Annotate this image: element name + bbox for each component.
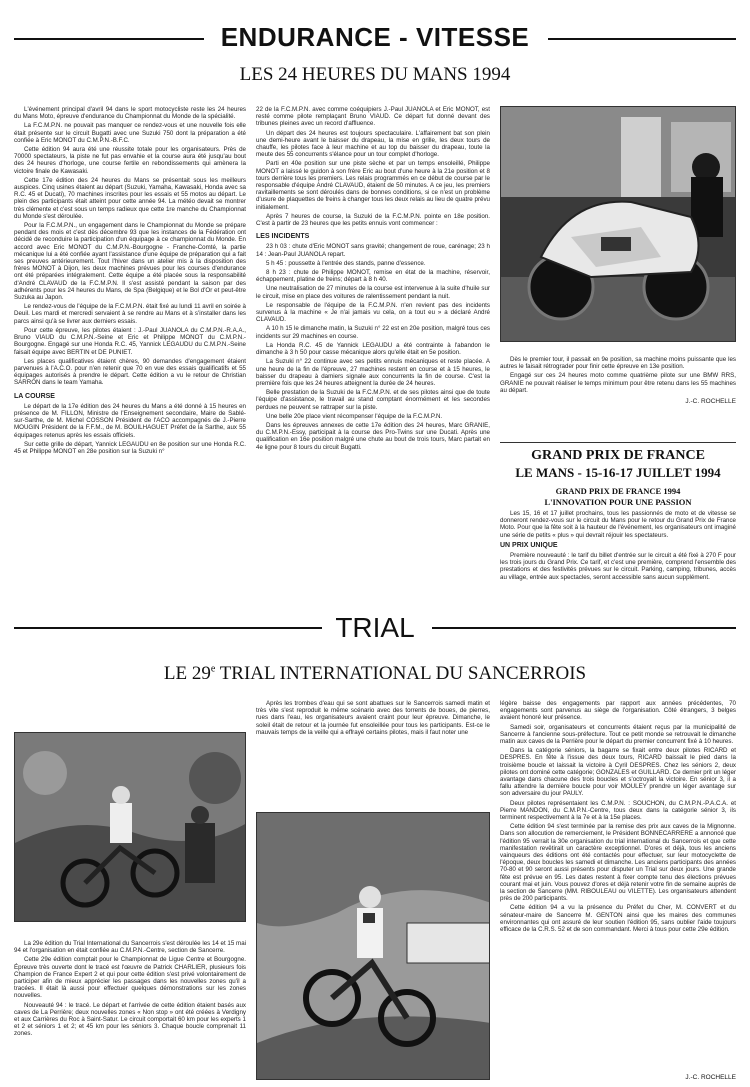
article-paragraph: Une belle 20e place vient récompenser l'équipe de la F.C.M.P.N. [266,412,443,420]
trial-column-1 [14,940,246,1080]
motorcycle-illustration [501,107,736,342]
article-paragraph: Le rendez-vous de l'équipe de la F.C.M.P.N. était fixé au lundi 11 avril en soirée à Deuil. Les mardi et mercredi servaient à se rendre au Mans et à s'installer dans les parcs ainsi qu'à se livrer aux derniers essais. [14,303,246,325]
article-paragraph: Dès le premier tour, il passait en 9e position, sa machine moins puissante que les autres le faisait rétrograder pour finir cette épreuve en 13e position. [500,356,736,371]
article-paragraph: Dans les épreuves annexes de cette 17e édition des 24 heures, Marc GRANIE, du C.M.P.N.-Essy, participait à la course des Pro-Twins sur une Ducati. Après une qualification en 16e position malgré une chute au bout de trois tours, Marc partait en 4e ligne pour 8 tours du circuit Bugatti. [256,421,490,451]
article-paragraph: Pour cette épreuve, les pilotes étaient : J.-Paul JUANOLA du C.M.P.N.-R.A.A., Bruno VIAUD du C.M.P.N.-Seine et Eric et Philippe MONOT du C.M.P.N.-Bourgogne. Engagé sur une Honda R.C. 45, Yannick LEGAUDU du C.M.P.N.-Seine faisait équipe avec BERTIN et DE PUNIET. [14,326,246,356]
endurance-subtitle: LES 24 HEURES DU MANS 1994 [239,64,511,85]
article-paragraph: La Honda R.C. 45 de Yannick LEGAUDU a été contrainte à l'abandon le dimanche à 3 h 50 pour casse mécanique alors qu'elle était en 5e position. [256,341,490,357]
article-paragraph: Après les trombes d'eau qui se sont abattues sur le Sancerrois samedi matin et très vite s'est reproduit le même scénario avec des torrents de boues, de pierres, rues dans l'eau, les organisateurs avaient craint pour leur épreuve. Dimanche, le soleil était de retour et la journée fut ensoleillée pour tous les participants. Est-ce le mauvais temps de la veille qui a effrayé certains pilotes, mais il faut noter une [256,700,490,736]
article-paragraph: 8 h 23 : chute de Philippe MONOT, remise en état de la machine, réservoir, échappement, platine de freins; départ à 8 h 40. [256,269,490,284]
section-heading-prix-unique: UN PRIX UNIQUE [500,541,558,549]
article-paragraph: Cette 29e édition comptait pour le Championnat de Ligue Centre et Bourgogne. Épreuve très ouverte dont le tracé est l'œuvre de Patrick CHARLIER, plusieurs fois Champion de France Expert 2 et qui pour cette édition s'est privé volontairement de participer afin de mieux apprécier les passages dans les nouvelles zones qu'il a tracées. Il était là aussi pour effectuer quelques démonstrations sur les zones nouvelles. [14,956,246,1000]
article-paragraph: Deux pilotes représentaient les C.M.P.N. : SOUCHON, du C.M.P.N.-P.A.C.A. et Pierre MANDON, du C.M.P.N.-Centre, tous deux dans la catégorie sénior 3, ils terminent respectivement à la 7e et à la 15e places. [500,799,736,822]
article-paragraph: Un départ des 24 heures est toujours spectaculaire. L'affairement bat son plein une demi-heure avant le baisser du drapeau, la mise en grille, les deux tours de chauffe, les pilotes face à leur machine et au top du baisser du drapeau, toute la meute des 55 concurrents s'élance pour un tour complet d'horloge. [256,129,490,159]
article-paragraph: légère baisse des engagements par rapport aux années précédentes, 70 engagements sont parvenus au siège de l'organisation. Côté étrangers, 3 belges avaient honoré leur présence. [500,700,736,722]
article-paragraph: Dans la catégorie séniors, la bagarre se fixait entre deux pilotes RICARD et DESPRES. En fête à l'issue des deux tours, RICARD baissait le pied dans la troisième boucle et laissait la victoire à Cyril DESPRES. Chez les séniors 2, deux pilotes ont dominé cette catégorie; GONZALES et GUILLARD. Ce dernier prit un léger avantage dans chacune des trois boucles et s'octroyait la victoire. En sénior 3, il a fallu attendre la dernière boucle pour voir MOULEY prendre un léger avantage sur son adversaire du jour PAULY. [500,747,736,798]
trial-column-3 [500,700,736,1072]
endurance-column-2 [256,106,490,606]
gp-subtitle-line1: GRAND PRIX DE FRANCE 1994 [555,486,681,496]
article-paragraph: 23 h 03 : chute d'Eric MONOT sans gravité; changement de roue, carénage; 23 h 14 : Jean-Paul JUANOLA repart. [256,243,490,258]
article-paragraph: Le départ de la 17e édition des 24 heures du Mans a été donné à 15 heures en présence de M. FILLON, Ministre de l'Enseignement secondaire, Maire de Sablé-sur-Sarthe, de M. Michel COSSON Président de l'ACO accompagnés de J.-Pierre MOUGIN Président de la F.F.M., de M. BOUILHAGUET Préfet de la Sarthe, aux 55 équipages retenus après les essais officiels. [14,402,246,439]
trial-column-2 [256,700,490,810]
article-paragraph: Le responsable de l'équipe de la F.C.M.P.N. n'en revient pas des incidents survenus à la machine « Je n'ai jamais vu cela, on a tout eu » a déclaré André CLAVAUD. [256,301,490,324]
article-paragraph: La F.C.M.P.N. ne pouvait pas manquer ce rendez-vous et une nouvelle fois elle était présente sur le circuit Bugatti avec une Suzuki 750 dont la préparation a été confiée à Eric MONOT du C.M.P.N.-B.F.C. [14,122,246,144]
endurance-column-1 [14,106,246,586]
article-paragraph: Une neutralisation de 27 minutes de la course est intervenue à la suite d'huile sur le circuit, mise en place des voitures de ralentissement pendant la nuit. [256,285,490,300]
trial-subtitle-prefix: LE 29 [163,663,211,684]
article-paragraph: Cette édition 94 aura été une réussite totale pour les organisateurs. Près de 70000 spectateurs, la piste ne fut pas envahie et la course aura été jusqu'au bout des 24 heures d'horloge, une course fertile en rebondissements qui amènera la victoire finale de Kawasaki. [14,146,246,175]
trial-author-signature: J.-C. ROCHELLE [685,1074,736,1081]
gp-subtitle-line2: L'INNOVATION POUR UNE PASSION [544,497,692,507]
author-signature: J.-C. ROCHELLE [685,398,736,406]
gp-divider [500,442,736,443]
gp-title-line1: GRAND PRIX DE FRANCE [531,448,705,463]
article-paragraph: Cette édition 94 s'est terminée par la remise des prix aux caves de la Mignonne. Dans son allocution de remerciement, le Président BONNECARRERE a annoncé que l'édition 95 verrait la 30e organisation du trial international du Sancerrois et que cette manifestation revêtirait un caractère exceptionnel. D'ores et déjà, tous les anciens vainqueurs des éditions ont été contactés pour effectuer, sur leur motocyclette de l'époque, deux boucles les samedi et dimanche. Les anciens participants des années 70-80 et 90 seront aussi présents pour disputer un Trial sur deux jours. Une grande fête est prévue en 95. Les dates restent à fixer compte tenu des élections prévues courant mai et juin. Vous pouvez d'ores et déjà retenir votre fin de semaine auprès de la section de Sancerre (MM. RIBOULEAU ou VILETTE). Les organisateurs attendent près de 200 participants. [500,823,736,903]
article-paragraph: Les places qualificatives étaient chères, 90 demandes d'engagement étaient parvenues à l'A.C.O. pour n'en retenir que 70 en vue des essais qualificatifs et 55 équipages autorisés à prendre le départ. Cette édition a vu le retour de Christian SARRON dans le team Yamaha. [14,357,246,387]
article-paragraph: Les 15, 16 et 17 juillet prochains, tous les passionnés de moto et de vitesse se donneront rendez-vous sur le circuit du Mans pour le retour du Grand Prix de France Moto. Pour que la fête soit à la hauteur de l'événement, les organisateurs ont imaginé une série de petits « plus » qui devrait réjouir les spectateurs. [500,510,736,539]
article-paragraph: Belle prestation de la Suzuki de la F.C.M.P.N. et de ses pilotes ainsi que de toute l'équipe d'assistance, le travail au stand comptant énormément et les secondes perdues ne peuvent se rattraper sur la piste. [256,389,490,411]
trial-jump-illustration [257,813,490,1080]
trial-subtitle-text: TRIAL INTERNATIONAL DU SANCERROIS [215,663,587,684]
endurance-motorcycle-photo [500,106,736,342]
article-paragraph: Cette édition 94 a vu la présence du Préfet du Cher, M. CONVERT et du sénateur-maire de Sancerre M. GENTON ainsi que les maires des communes environnantes qui ont assuré de leur soutien l'édition 95, sans oublier l'aide toujours efficace de la C.R.S. 52 et de son commandant. Merci à tous pour cette 29e édition. [500,904,736,934]
trial-subtitle-superscript: e [210,663,216,675]
trial-rider-illustration [15,733,246,922]
article-paragraph: Première nouveauté : le tarif du billet d'entrée sur le circuit a été fixé à 270 F pour les trois jours du Grand Prix. Ce tarif, et c'est une première, comprend l'ensemble des prestations et des festivités prévues sur le circuit. Parking, camping, tribunes, accès au village, entrée aux spectacles, seront accessible sans aucun supplément. [500,552,736,581]
article-paragraph: Sur cette grille de départ, Yannick LEGAUDU en 8e position sur une Honda R.C. 45 et Philippe MONOT en 28e position sur la Suzuki n° [14,440,246,455]
article-paragraph: La 29e édition du Trial International du Sancerrois s'est déroulée les 14 et 15 mai 94 et l'organisation en était confiée au C.M.P.N.-Centre, section de Sancerre. [14,940,246,955]
article-paragraph: Nouveauté 94 : le tracé. Le départ et l'arrivée de cette édition étaient basés aux caves de La Perrière; deux nouvelles zones « Non stop » ont été créées à Verdigny et aux Carrières du Roc à Saint-Satur. Le circuit comportait 60 km pour les experts 1 et 2 et séniors 1 et 2; et 45 km pour les séniors 3. Chaque boucle comprenait 11 zones. [14,1001,246,1038]
article-paragraph: A 10 h 15 le dimanche matin, la Suzuki n° 22 est en 20e position, malgré tous ces incidents sur 29 machines en course. [256,325,490,340]
section-heading-la-course: LA COURSE [14,392,55,400]
article-paragraph: Cette 17e édition des 24 heures du Mans se présentait sous les meilleurs auspices. Cinq usines étaient au départ (Suzuki, Yamaha, Kawasaki, Honda avec sa R.C. 45 et Ducati), 70 machines inscrites pour les essais et 55 motos au départ. Le plein des participants était atteint pour cette année 94. La météo devait se montrer très clémente et c'est sous un temps radieux que cette 1re manche du Championnat du Monde s'est déroulée. [14,176,246,220]
trial-photo-center [256,812,490,1080]
article-paragraph: 22 de la F.C.M.P.N. avec comme coéquipiers J.-Paul JUANOLA et Eric MONOT, est resté comme pilote remplaçant Bruno VIAUD. Ce départ fut donné devant des tribunes pleines avec un record d'affluence. [256,106,490,128]
gp-title-line2: LE MANS - 15-16-17 JUILLET 1994 [515,465,721,480]
article-paragraph: Parti en 40e position sur une piste sèche et par un temps ensoleillé, Philippe MONOT a laissé le guidon à son frère Eric au bout d'une heure à la 21e position et 8 tours derrière tous les premiers. Les relais programmés en ce début de course par le responsable d'équipe André CLAVAUD, étaient de 50 minutes. A ce jeu, les premiers ravitaillements se sont déroulés dans de bonnes conditions, si ce n'est un problème d'usure de plaquettes de freins à changer tous les deux relais au lieu de quatre prévu initialement. [256,160,490,211]
endurance-column-3 [500,356,736,436]
trial-photo-left [14,732,246,922]
article-paragraph: L'événement principal d'avril 94 dans le sport motocycliste reste les 24 heures du Mans Moto, épreuve d'endurance du Championnat du Monde de la spécialité. [14,106,246,121]
endurance-section-title: ENDURANCE - VITESSE [220,22,530,52]
article-paragraph: Pour la F.C.M.P.N., un engagement dans le Championnat du Monde se prépare pendant des mois et c'est dès décembre 93 que les instances de la Fédération ont décidé de reconduire la participation d'un équipage à ce championnat du Monde. En accord avec Eric MONOT du C.M.P.N.-Bourgogne - Franche-Comté, la partie mécanique lui a été confiée ayant l'assistance d'une équipe de préparation qui a fait ses preuves antérieurement. Tout l'hiver dans un atelier mis à la disposition des frères MONOT à Dijon, les deux machines prévues pour les courses d'endurance ont été préparées intégralement. Cette équipe a été placée sous la responsabilité d'André CLAVAUD de la F.C.M.P.N. Il s'est assisté pendant la saison par des adhérents pour les 24 heures du Mans, de Spa (Belgique) et le Bol d'Or et peut-être Suzuka au Japon. [14,222,246,302]
trial-section-title: TRIAL [335,612,415,643]
trial-subtitle [0,663,750,685]
article-paragraph: La Suzuki n° 22 continue avec ses petits ennuis mécaniques et reste placée. A une heure de la fin de l'épreuve, 27 machines restent en course et à 15 heures, le baisser du drapeau à damiers signale aux concurrents la fin de course. C'est la première fois que les 24 heures atteignent la durée de 24 heures. [256,358,490,387]
gp-article [500,510,736,610]
article-paragraph: 5 h 45 : poussette à l'entrée des stands, panne d'essence. [266,259,426,267]
article-paragraph: Samedi soir, organisateurs et concurrents étaient reçus par la municipalité de Sancerre à l'ancienne sous-préfecture. Tout ce petit monde se retrouvait le dimanche matin aux caves de la Perrière pour le départ du premier concurrent fixé à 10 heures. [500,723,736,746]
section-heading-incidents: LES INCIDENTS [256,233,310,241]
article-paragraph: Engagé sur ces 24 heures moto comme quatrième pilote sur une BMW RRS, GRANIE ne pouvait réaliser le temps minimum pour être retenu dans les 55 machines au départ. [500,372,736,394]
article-paragraph: Après 7 heures de course, la Suzuki de la F.C.M.P.N. pointe en 18e position. C'est à partir de 23 heures que les petits ennuis vont commencer : [256,212,490,228]
